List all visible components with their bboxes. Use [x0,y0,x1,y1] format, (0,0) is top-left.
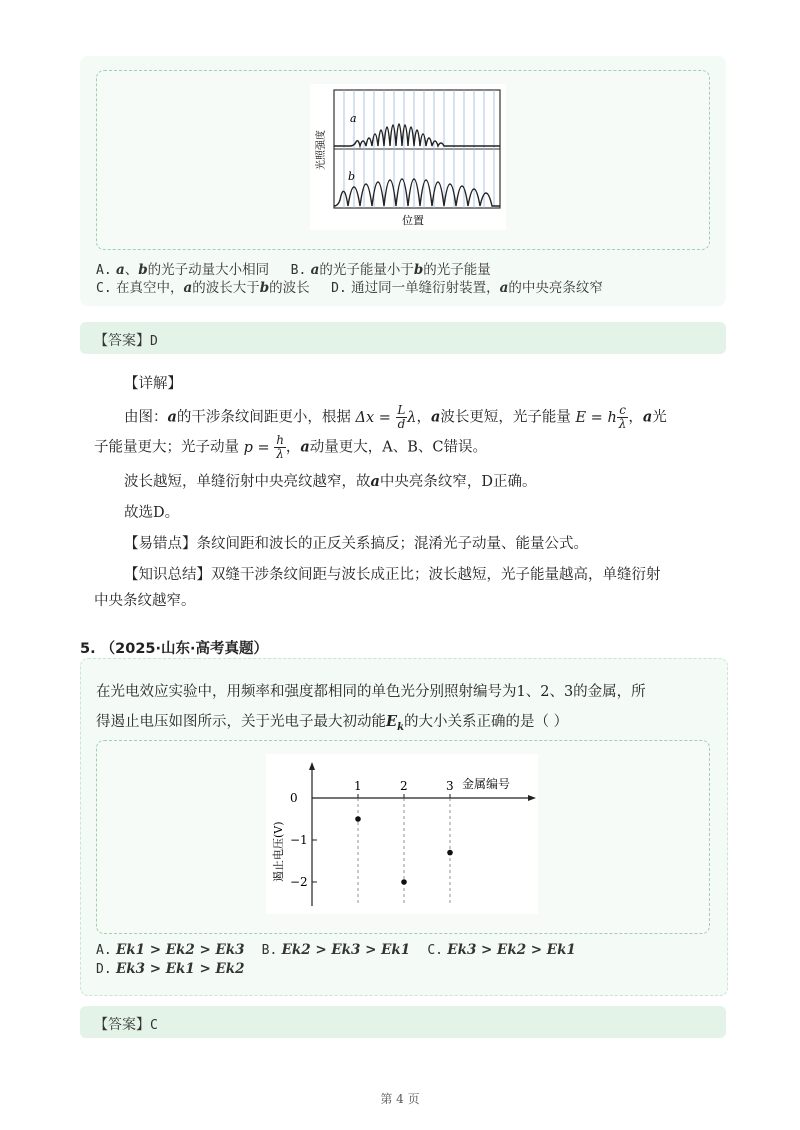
explain-line-2 [94,434,734,461]
option-b-text: Ek2 > Ek3 > Ek1 [281,942,411,958]
var-a: a [430,408,441,426]
var-b: b [413,262,424,278]
text: 动量更大，A、B、C错误。 [309,439,488,456]
var-a: a [499,280,509,296]
formula-momentum: $p = \frac{h}{\lambda}$ [243,433,284,461]
text: 条纹间距和波长的正反关系搞反；混淆光子动量、能量公式。 [196,536,588,552]
explain-line-4: 故选D。 [124,505,180,521]
formula-delta-x: $\Delta x = \frac{L}{d}\lambda$ [355,403,417,431]
text: ， [285,439,301,456]
sep: 、 [124,262,139,278]
var-a: a [300,438,310,456]
y-axis-label: 光照强度 [316,130,327,170]
var-b: b [259,280,270,296]
y-tick-label: 0 [290,791,298,805]
formula-energy: $E = h\frac{c}{\lambda}$ [575,403,627,431]
q5-stem-2 [96,710,716,740]
label-a: a [350,112,357,125]
answer-q5 [94,1014,158,1034]
text: 的干涉条纹间距更小，根据 [176,409,351,426]
option-d-prefix: D. [331,281,347,296]
answer-label: 【答案】 [94,1017,150,1033]
answer-bar-q4 [80,322,726,354]
y-axis-arrow [309,762,315,770]
curve-b [334,179,500,206]
option-a-prefix: A. [96,943,112,958]
q5-options-row2 [96,961,245,977]
y-tick-label: −1 [290,833,308,847]
question-5-title: 5. （2025·山东·高考真题） [80,641,269,657]
text: 双缝干涉条纹间距与波长成正比；波长越短，光子能量越高，单缝衍射 [211,567,661,583]
text: 得遏止电压如图所示，关于光电子最大初动能 [96,714,386,730]
text: ， [416,409,431,426]
answer-value: C [150,1018,158,1033]
var-a: a [370,473,380,490]
text: 的大小关系正确的是（ ） [404,714,569,730]
option-d-pre: 通过同一单缝衍射装置， [351,280,500,296]
ek-symbol: $E_k$ [386,713,404,733]
option-d-text: 的中央亮条纹窄 [508,280,603,296]
option-b-mid: 的光子能量小于 [319,262,414,278]
var-a: a [310,262,320,278]
option-a-prefix: A. [96,263,112,278]
option-a-text: Ek1 > Ek2 > Ek3 [115,942,245,958]
x-tick-label: 1 [354,779,362,793]
q5-options-row1 [96,942,576,958]
page-number: 第 4 页 [380,1092,420,1106]
answer-label: 【答案】 [94,333,150,349]
x-tick-label: 2 [400,779,408,793]
x-axis-arrow [528,795,536,801]
explain-heading: 【详解】 [124,376,182,392]
y-tick-label: −2 [290,875,308,889]
explain-line-1 [124,404,764,431]
interference-pattern-figure [310,84,506,230]
label: 【易错点】 [124,536,197,552]
option-a-text: 的光子动量大小相同 [147,262,270,278]
q4-options-row2 [96,276,603,296]
y-axis-label: 遏止电压(V) [272,821,285,882]
x-tick-label: 3 [446,779,454,793]
data-point [401,879,407,885]
error-point [124,532,764,556]
var-a: a [642,408,653,426]
text: 波长更短，光子能量 [440,409,571,426]
option-c-mid: 的波长大于 [192,280,260,296]
text: 光 [652,409,667,426]
q5-stem-1: 在光电效应实验中，用频率和强度都相同的单色光分别照射编号为1、2、3的金属，所 [96,684,646,700]
option-d-text: Ek3 > Ek1 > Ek2 [115,961,245,977]
option-c-text: 的波长 [269,280,310,296]
data-point [355,816,361,822]
data-point [447,850,453,856]
var-b: b [138,262,148,278]
text: 子能量更大；光子动量 [94,439,239,456]
knowledge-summary [124,563,764,587]
option-c-pre: 在真空中， [115,280,184,296]
text: 波长越短，单缝衍射中央亮纹越窄，故 [124,474,371,490]
option-c-prefix: C. [96,281,112,296]
text: ， [628,409,643,426]
text: 中央亮条纹窄，D正确。 [379,474,537,490]
x-axis-label: 位置 [402,214,424,227]
option-b-text: 的光子能量 [423,262,491,278]
option-c-text: Ek3 > Ek2 > Ek1 [447,942,576,958]
option-b-prefix: B. [261,943,278,958]
label-b: b [348,170,356,183]
var-a: a [167,408,177,426]
option-c-prefix: C. [427,943,443,958]
text: 由图： [124,409,168,426]
x-axis-label: 金属编号 [462,777,511,791]
stopping-voltage-chart [266,754,538,914]
curve-a [334,124,500,146]
label: 【知识总结】 [124,567,211,583]
answer-bar-q5 [80,1006,726,1038]
q4-options-row1 [96,258,491,278]
explain-line-3 [124,470,764,494]
option-d-prefix: D. [96,962,112,977]
option-b-prefix: B. [290,263,307,278]
var-a: a [183,280,193,296]
answer-q4 [94,330,158,350]
answer-value: D [150,334,158,349]
knowledge-summary-cont: 中央条纹越窄。 [94,593,196,609]
var-a: a [115,262,125,278]
